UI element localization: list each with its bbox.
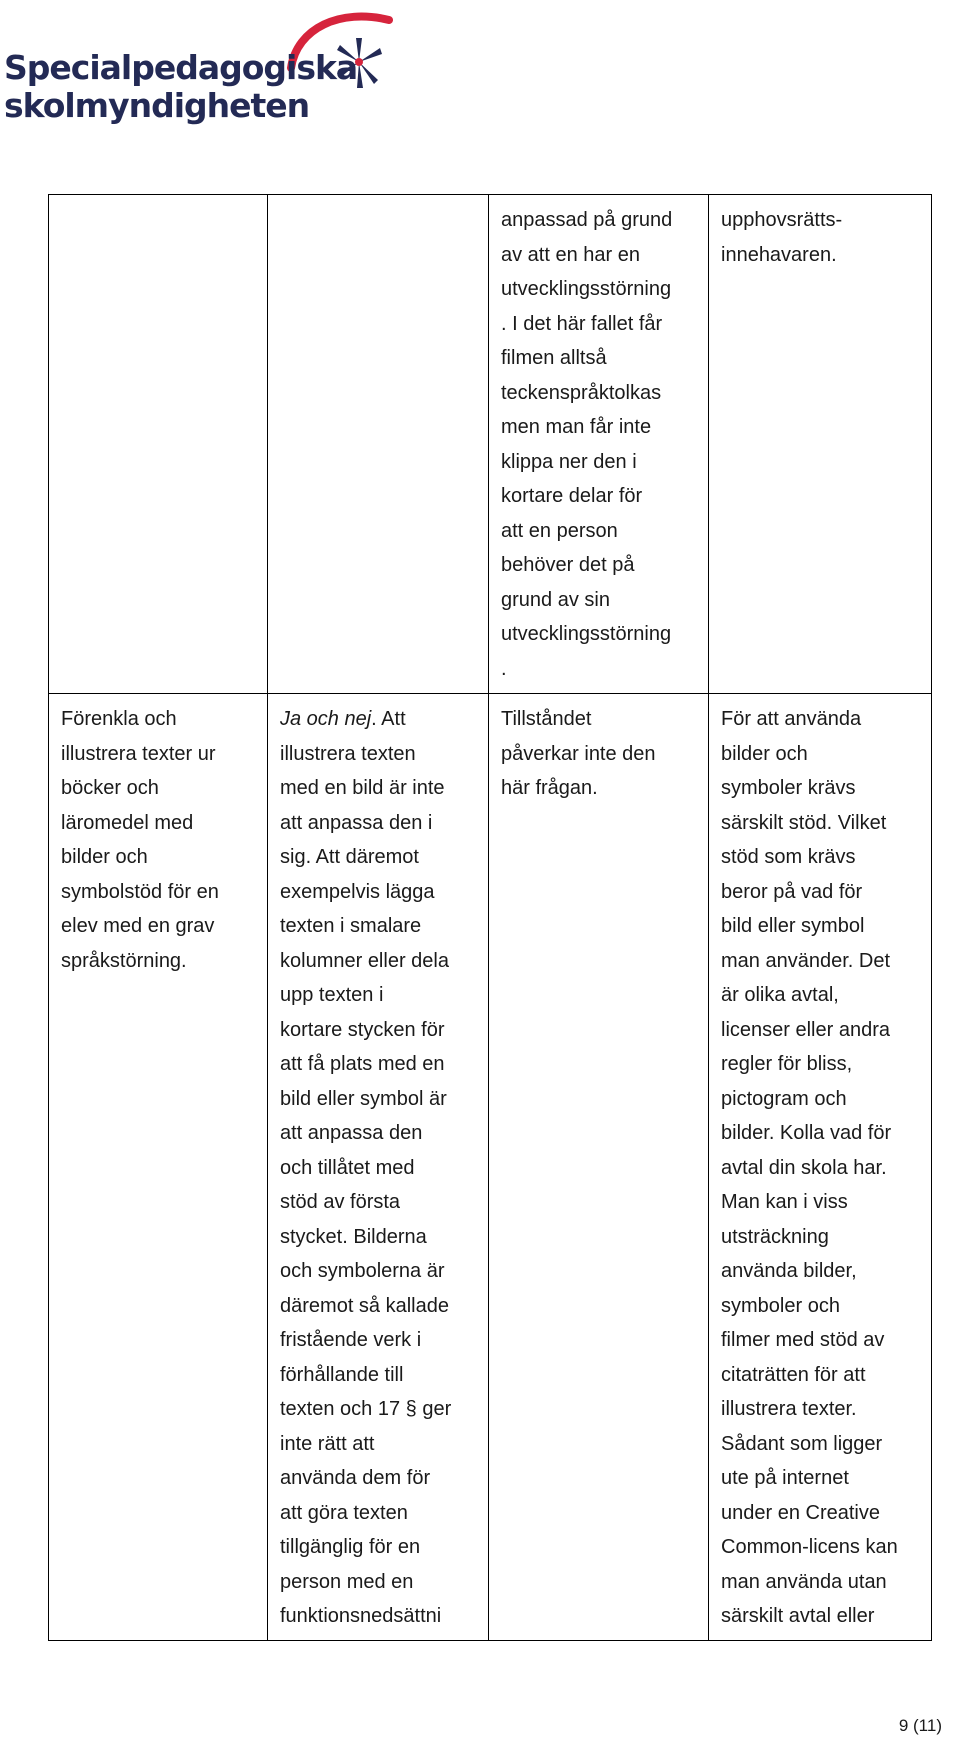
cell-text-line: inte rätt att: [280, 1432, 375, 1455]
cell-text-line: avtal din skola har.: [721, 1156, 887, 1179]
cell-text-line: språkstörning.: [61, 949, 187, 972]
cell-text-line: För att använda: [721, 708, 862, 730]
cell-text-line: under en Creative: [721, 1501, 880, 1524]
cell-text-line: innehavaren.: [721, 243, 837, 266]
cell-text-line: Tillståndet: [501, 708, 592, 730]
cell-text-line: stöd av första: [280, 1191, 401, 1213]
cell-text-line: här frågan.: [501, 777, 598, 799]
cell-text-line: man använder. Det: [721, 949, 890, 972]
row1-col4-cell: [709, 195, 932, 694]
cell-text-line: person med en: [280, 1570, 414, 1593]
cell-text-line: tillgänglig för en: [280, 1536, 421, 1558]
cell-text-line: men man får inte: [501, 416, 652, 438]
cell-text-line: ute på internet: [721, 1467, 849, 1489]
cell-text-line: . I det här fallet får: [501, 312, 663, 335]
cell-text-line: upp texten i: [280, 984, 384, 1006]
table-row: [49, 694, 932, 1641]
cell-text-line: citaträtten för att: [721, 1363, 866, 1386]
cell-text-line: påverkar inte den: [501, 742, 656, 765]
cell-text-line: och symbolerna är: [280, 1260, 445, 1282]
cell-text-line: särskilt avtal eller: [721, 1605, 875, 1627]
cell-text-line: bilder och: [721, 742, 808, 765]
cell-text-line: Ja och nej. Att: [280, 708, 406, 730]
agency-logo: [0, 6, 400, 124]
cell-text-line: illustrera texten: [280, 742, 416, 765]
cell-text-line: exempelvis lägga: [280, 880, 435, 903]
cell-text-line: kolumner eller dela: [280, 949, 449, 972]
cell-text-line: funktionsnedsättni: [280, 1605, 442, 1627]
cell-text-line: att anpassa den: [280, 1122, 423, 1144]
cell-text-line: läromedel med: [61, 811, 194, 834]
cell-text-line: bilder. Kolla vad för: [721, 1122, 892, 1144]
cell-text-line: Förenkla och: [61, 708, 177, 730]
row1-col3-cell: [489, 195, 709, 694]
cell-text-line: fristående verk i: [280, 1329, 422, 1351]
page-number: 9 (11): [898, 1716, 942, 1735]
cell-text-line: att göra texten: [280, 1501, 408, 1524]
cell-text-line: licenser eller andra: [721, 1018, 890, 1041]
cell-text-line: grund av sin: [501, 588, 610, 611]
cell-text-line: texten i smalare: [280, 915, 422, 937]
cell-text-line: illustrera texter.: [721, 1398, 857, 1420]
cell-text-line: filmer med stöd av: [721, 1329, 885, 1351]
cell-text-line: filmen alltså: [501, 347, 607, 369]
table-row: [49, 195, 932, 694]
copyright-table: [48, 194, 932, 1641]
row2-col3-cell: [489, 694, 709, 1641]
cell-text-line: regler för bliss,: [721, 1053, 853, 1075]
cell-text-line: kortare delar för: [501, 485, 643, 507]
cell-text-line: symboler och: [721, 1294, 840, 1317]
cell-text-line: Common-licens kan: [721, 1536, 898, 1558]
cell-text-line: bild eller symbol är: [280, 1087, 447, 1110]
cell-text-line: att få plats med en: [280, 1053, 445, 1075]
cell-text-line: däremot så kallade: [280, 1294, 449, 1317]
cell-text-line: särskilt stöd. Vilket: [721, 811, 887, 834]
cell-text-line: upphovsrätts-: [721, 209, 843, 231]
cell-text-line: Man kan i viss: [721, 1191, 848, 1213]
cell-text-line: stycket. Bilderna: [280, 1225, 427, 1248]
cell-text-line: med en bild är inte: [280, 777, 445, 799]
cell-text-line: använda dem för: [280, 1467, 431, 1489]
cell-text-line: symbolstöd för en: [61, 880, 219, 903]
cell-text-line: stöd som krävs: [721, 846, 856, 868]
cell-text-line: förhållande till: [280, 1363, 404, 1386]
cell-text-line: utvecklingsstörning: [501, 623, 672, 645]
cell-text-line: Sådant som ligger: [721, 1432, 883, 1455]
cell-text-line: anpassad på grund: [501, 209, 673, 231]
cell-text-line: sig. Att däremot: [280, 846, 419, 868]
row2-col4-cell: [709, 694, 932, 1641]
row2-col1-cell: [49, 694, 268, 1641]
logo-name-line1: Specialpedagogiska: [4, 48, 358, 87]
cell-text-line: .: [501, 657, 507, 680]
cell-text-line: teckenspråktolkas: [501, 381, 662, 404]
logo-name-line2: skolmyndigheten: [4, 86, 310, 125]
cell-text-line: illustrera texter ur: [61, 742, 216, 765]
cell-text-line: och tillåtet med: [280, 1156, 415, 1179]
row1-col1-cell: [49, 195, 268, 694]
cell-text-line: utvecklingsstörning: [501, 278, 672, 300]
row1-col2-cell: [268, 195, 489, 694]
cell-text-line: av att en har en: [501, 243, 640, 266]
cell-text-line: texten och 17 § ger: [280, 1398, 452, 1420]
cell-text-line: att en person: [501, 519, 618, 542]
cell-text-line: utsträckning: [721, 1225, 829, 1248]
cell-text-line: är olika avtal,: [721, 984, 839, 1006]
cell-text-line: att anpassa den i: [280, 811, 433, 834]
cell-text-line: kortare stycken för: [280, 1018, 445, 1041]
cell-text-line: symboler krävs: [721, 777, 856, 799]
cell-text-line: klippa ner den i: [501, 450, 637, 473]
row2-col2-cell: [268, 694, 489, 1641]
cell-text-line: bild eller symbol: [721, 915, 865, 937]
cell-text-line: beror på vad för: [721, 880, 863, 903]
cell-text-line: bilder och: [61, 846, 148, 868]
cell-text-line: använda bilder,: [721, 1260, 857, 1282]
answer-emphasis: Ja och nej: [280, 708, 372, 730]
cell-text-line: behöver det på: [501, 554, 635, 576]
cell-text-line: böcker och: [61, 777, 159, 799]
cell-text-line: elev med en grav: [61, 915, 215, 937]
cell-text-line: man använda utan: [721, 1570, 887, 1593]
cell-text-line: pictogram och: [721, 1087, 847, 1110]
